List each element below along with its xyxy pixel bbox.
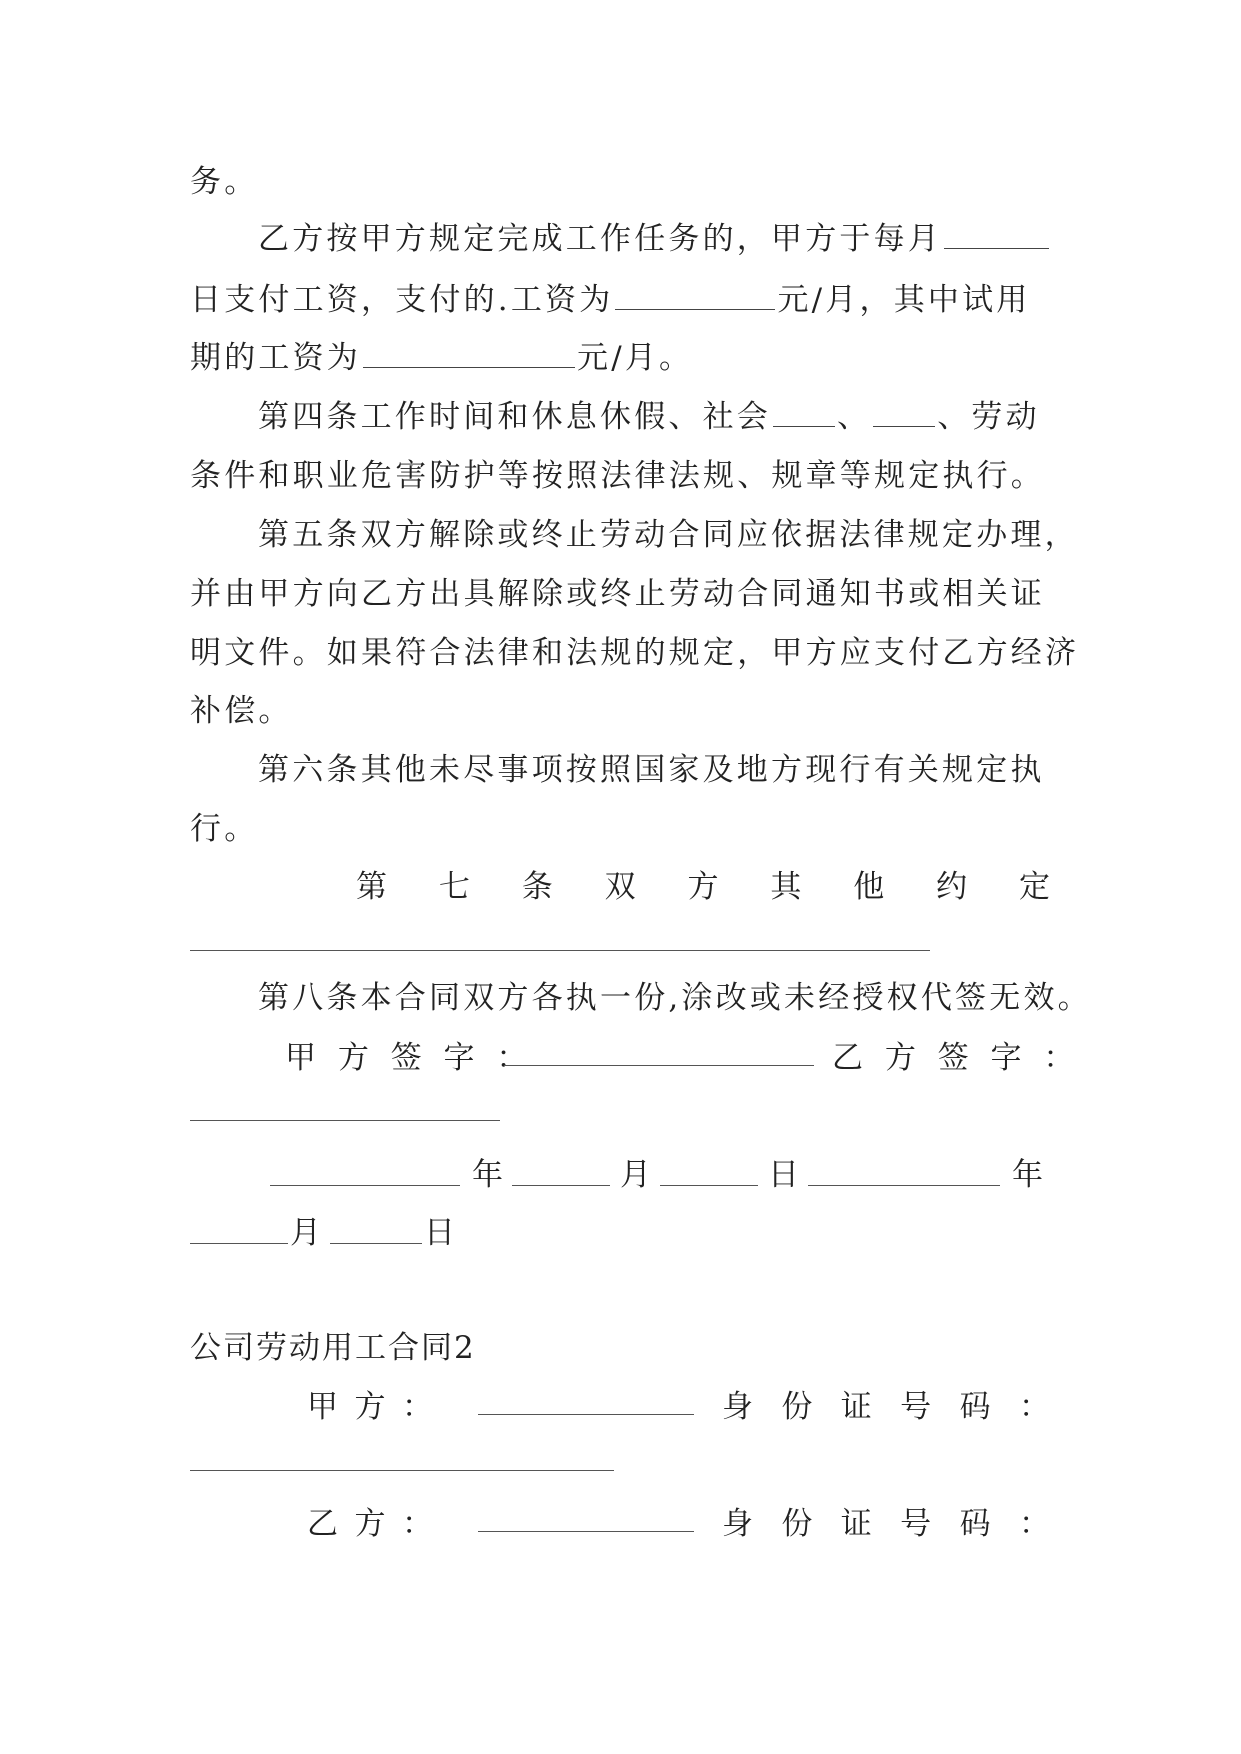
text-char: 份 (781, 1506, 813, 1542)
text-line (258, 515, 1079, 555)
text-fragment: 甲 方 签 字 ： (285, 1040, 534, 1076)
text-fragment: 明文件。如果符合法律和法规的规定，甲方应支付乙方经济 (190, 635, 1080, 671)
text-fragment: 月 (620, 1157, 655, 1193)
text-char: 乙 (307, 1506, 338, 1542)
id-number-label-b (722, 1504, 1050, 1544)
fill-in-blank (615, 283, 775, 310)
text-char: 他 (853, 869, 885, 905)
signature-blank-party-b (190, 1120, 500, 1121)
text-char: 身 (722, 1506, 753, 1542)
date-unit (424, 1213, 464, 1253)
date-unit (1012, 1155, 1052, 1195)
text-char: ： (402, 1389, 433, 1425)
text-line (190, 691, 1050, 731)
text-char: 七 (438, 869, 470, 905)
text-fragment: 、 (837, 399, 872, 435)
text-char: 方 (354, 1389, 386, 1425)
text-char: 定 (1019, 869, 1050, 905)
text-char: 身 (722, 1389, 753, 1425)
text-char: ： (402, 1506, 433, 1542)
text-char: 其 (770, 869, 802, 905)
text-line (190, 633, 1080, 673)
signature-label-party-b (832, 1038, 1081, 1078)
text-fragment: 务。 (190, 164, 259, 200)
date-unit (472, 1155, 512, 1195)
text-fragment: 补偿。 (190, 693, 293, 729)
text-fragment: 行。 (190, 811, 259, 847)
text-fragment: 年 (1012, 1157, 1047, 1193)
signature-blank-party-a (504, 1065, 814, 1066)
text-fragment: 元/月，其中试用 (777, 282, 1031, 318)
party-b-blank (478, 1531, 694, 1532)
text-char: 条 (521, 869, 553, 905)
text-char: 码 (959, 1506, 991, 1542)
section-title (190, 1328, 1050, 1368)
text-char: 约 (936, 869, 968, 905)
text-line (190, 574, 1050, 614)
date-blank (190, 1243, 288, 1244)
date-blank (512, 1185, 610, 1186)
party-a-label (307, 1387, 433, 1427)
date-blank (270, 1185, 460, 1186)
text-fragment: 月 (290, 1215, 325, 1251)
text-char: 份 (781, 1389, 813, 1425)
text-fragment: 期的工资为 (190, 340, 361, 376)
fill-in-blank (944, 222, 1049, 249)
fill-in-blank (363, 341, 575, 368)
text-line (258, 397, 1050, 437)
text-char: 双 (604, 869, 636, 905)
text-line (258, 219, 1050, 259)
text-char: ： (1018, 1506, 1050, 1542)
text-fragment: 第六条其他未尽事项按照国家及地方现行有关规定执 (258, 752, 1045, 788)
text-line (190, 456, 1050, 496)
text-fragment: 日 (424, 1215, 459, 1251)
date-blank (330, 1243, 422, 1244)
text-fragment: 公司劳动用工合同2 (190, 1330, 476, 1366)
text-fragment: 元/月。 (577, 340, 694, 376)
text-line (258, 750, 1050, 790)
text-fragment: 乙 方 签 字 ： (832, 1040, 1081, 1076)
text-char: ： (1018, 1389, 1050, 1425)
text-fragment: 条件和职业危害防护等按照法律法规、规章等规定执行。 (190, 458, 1045, 494)
text-fragment: 年 (472, 1157, 507, 1193)
date-blank (808, 1185, 1000, 1186)
text-fragment: 第八条本合同双方各执一份,涂改或未经授权代签无效。 (258, 980, 1092, 1016)
text-fragment: 第五条双方解除或终止劳动合同应依据法律规定办理， (258, 517, 1079, 553)
text-line (190, 280, 1050, 320)
id-number-blank-a (190, 1470, 614, 1471)
blank-line (190, 950, 930, 951)
text-line (190, 809, 1050, 849)
fill-in-blank (873, 400, 935, 427)
text-line (190, 338, 1050, 378)
text-fragment: 日 (768, 1157, 803, 1193)
id-number-label-a (722, 1387, 1050, 1427)
text-line (190, 162, 1050, 202)
text-char: 号 (900, 1389, 932, 1425)
date-blank (660, 1185, 758, 1186)
text-char: 方 (354, 1506, 386, 1542)
text-fragment: 第四条工作时间和休息休假、社会 (258, 399, 771, 435)
text-fragment: 日支付工资，支付的.工资为 (190, 282, 614, 318)
text-fragment: 乙方按甲方规定完成工作任务的，甲方于每月 (258, 221, 942, 257)
text-char: 第 (356, 869, 387, 905)
date-unit (620, 1155, 660, 1195)
text-line-justified (356, 867, 1050, 907)
text-char: 甲 (307, 1389, 338, 1425)
text-char: 方 (687, 869, 719, 905)
text-fragment: 、劳动 (937, 399, 1040, 435)
date-unit (768, 1155, 808, 1195)
text-char: 码 (959, 1389, 991, 1425)
text-fragment: 并由甲方向乙方出具解除或终止劳动合同通知书或相关证 (190, 576, 1045, 612)
fill-in-blank (773, 400, 835, 427)
text-char: 证 (840, 1506, 872, 1542)
date-unit (290, 1213, 330, 1253)
text-char: 证 (840, 1389, 872, 1425)
text-line (258, 978, 1092, 1018)
party-a-blank (478, 1414, 694, 1415)
text-char: 号 (900, 1506, 932, 1542)
signature-label-party-a (285, 1038, 534, 1078)
party-b-label (307, 1504, 433, 1544)
